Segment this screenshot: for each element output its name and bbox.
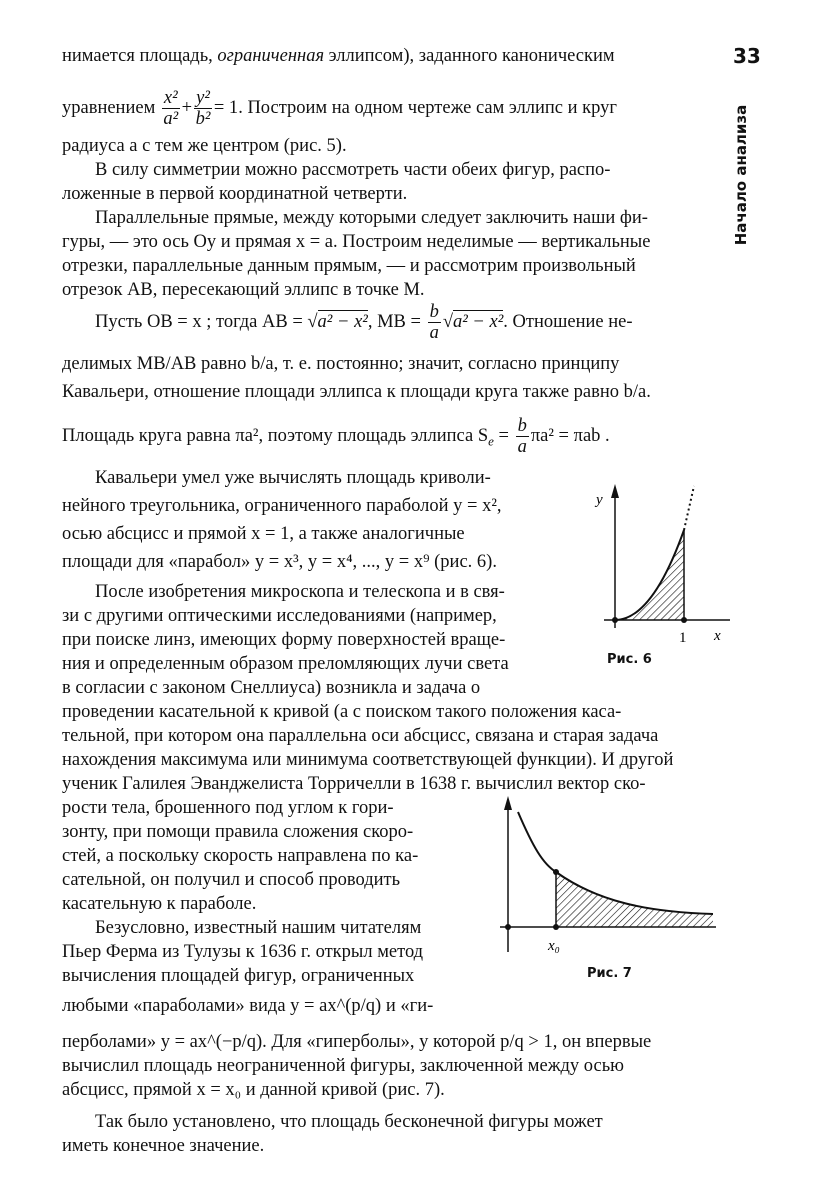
text-line-34: вычисления площадей фигур, ограниченных [62,966,415,986]
text-line-17: площади для «парабол» y = x³, y = x⁴, ..., y = x⁹ (рис. 6). [62,552,497,572]
text-line-4: В силу симметрии можно рассмотреть части обеих фигур, распо- [95,160,611,180]
point-x0 [553,924,559,930]
text-line-35: любыми «параболами» вида y = ax^(p/q) и «ги- [62,996,434,1016]
text-line-40: иметь конечное значение. [62,1136,265,1156]
text-line-13: Площадь круга равна πa², поэтому площадь эллипса $S_e$ = $\frac{b}{a}$ πa² = πab . [62,416,610,457]
shaded-region [615,530,684,620]
text-line-7: гуры, — это ось Oy и прямая x = a. Построим неделимые — вертикальные [62,232,651,252]
fraction-b-a: $\frac{b}{a}$ [429,302,439,343]
text-line-26: ученик Галилея Эванджелиста Торричелли в 1638 г. вычислил вектор ско- [62,774,646,794]
origin-point [612,617,618,623]
point-on-curve [553,869,559,875]
text-line-37: вычислил площадь неограниченной фигуры, заключенной между осью [62,1056,624,1076]
text-line-27: рости тела, брошенного под углом к гори- [62,798,394,818]
shaded-region [556,872,713,927]
text-line-18: После изобретения микроскопа и телескопа и в свя- [95,582,505,602]
figure-6-parabola-area [590,478,740,648]
x-label: x [714,628,721,644]
text-line-15: нейного треугольника, ограниченного параболой y = x², [62,496,502,516]
text-line-14: Кавальери умел уже вычислять площадь криволи- [95,468,491,488]
text-line-20: при поиске линз, имеющих форму поверхностей враще- [62,630,506,650]
text-line-6: Параллельные прямые, между которыми следует заключить наши фи- [95,208,648,228]
fraction-y2-b2: $\frac{\text{y²}}{\text{b²}}$ [195,88,211,129]
text-line-23: проведении касательной к кривой (а с поиском такого положения каса- [62,702,622,722]
x0-label: x₀ [548,938,560,954]
text-line-22: в согласии с законом Снеллиуса) возникла и задача о [62,678,481,698]
text-line-28: зонту, при помощи правила сложения скоро- [62,822,414,842]
text-line-31: касательную к параболе. [62,894,257,914]
text-line-29: стей, а поскольку скорость направлена по ка- [62,846,419,866]
text-line-24: тельной, при котором она параллельна оси абсцисс, связана и старая задача [62,726,659,746]
text-line-2: уравнением $\frac{\text{x²}}{\text{a²}}$ + $\frac{\text{y²}}{\text{b²}}$ = 1. Построим на одном чертеже сам эллипс и круг [62,88,617,129]
text-line-9: отрезок AB, пересекающий эллипс в точке M. [62,280,425,300]
figure-7-caption: Рис. 7 [587,966,632,981]
hyperbola-curve [518,812,713,914]
y-axis-arrow [611,484,619,498]
text-line-30: сательной, он получил и способ проводить [62,870,401,890]
tick-label-1: 1 [679,630,687,646]
text-line-12: Кавальери, отношение площади эллипса к площади круга также равно b/a. [62,382,651,402]
fraction-se: $\frac{b}{a}$ [517,416,527,457]
y-axis-arrow [504,796,512,810]
text-line-19: зи с другими оптическими исследованиями (например, [62,606,497,626]
text-line-11: делимых MB/AB равно b/a, т. е. постоянно; значит, согласно принципу [62,354,620,374]
fraction-x2-a2: $\frac{\text{x²}}{\text{a²}}$ [163,88,179,129]
text-line-33: Пьер Ферма из Тулузы к 1636 г. открыл метод [62,942,424,962]
text-line-25: нахождения максимума или минимума соответствующей функции). И другой [62,750,674,770]
figure-7-hyperbola-area [488,792,720,964]
text-line-36: перболами» y = ax^(−p/q). Для «гиперболы», у которой p/q > 1, он впервые [62,1032,652,1052]
text-line-38: абсцисс, прямой x = x₀ и данной кривой (рис. 7). [62,1080,445,1100]
text-line-21: ния и определенным образом преломляющих лучи света [62,654,509,674]
parabola-dotted [684,486,694,530]
origin-point [505,924,511,930]
text-line-5: ложенные в первой координатной четверти. [62,184,408,204]
figure-6-caption: Рис. 6 [607,652,652,667]
text-line-16: осью абсцисс и прямой x = 1, а также аналогичные [62,524,465,544]
text-line-39: Так было установлено, что площадь бесконечной фигуры может [95,1112,603,1132]
text-line-10: Пусть OB = x ; тогда AB = √a² − x², MB = $\frac{b}{a}$ √a² − x². Отношение не- [95,302,633,343]
text-line-32: Безусловно, известный нашим читателям [95,918,422,938]
side-running-header: Начало анализа [732,104,750,246]
text-line-8: отрезки, параллельные данным прямым, — и рассмотрим произвольный [62,256,636,276]
text-line-1: нимается площадь, ограниченная эллипсом), заданного каноническим [62,46,615,66]
text-line-3: радиуса a с тем же центром (рис. 5). [62,136,347,156]
page-number: 33 [733,44,761,68]
y-label: y [596,492,603,508]
point-x-1 [681,617,687,623]
